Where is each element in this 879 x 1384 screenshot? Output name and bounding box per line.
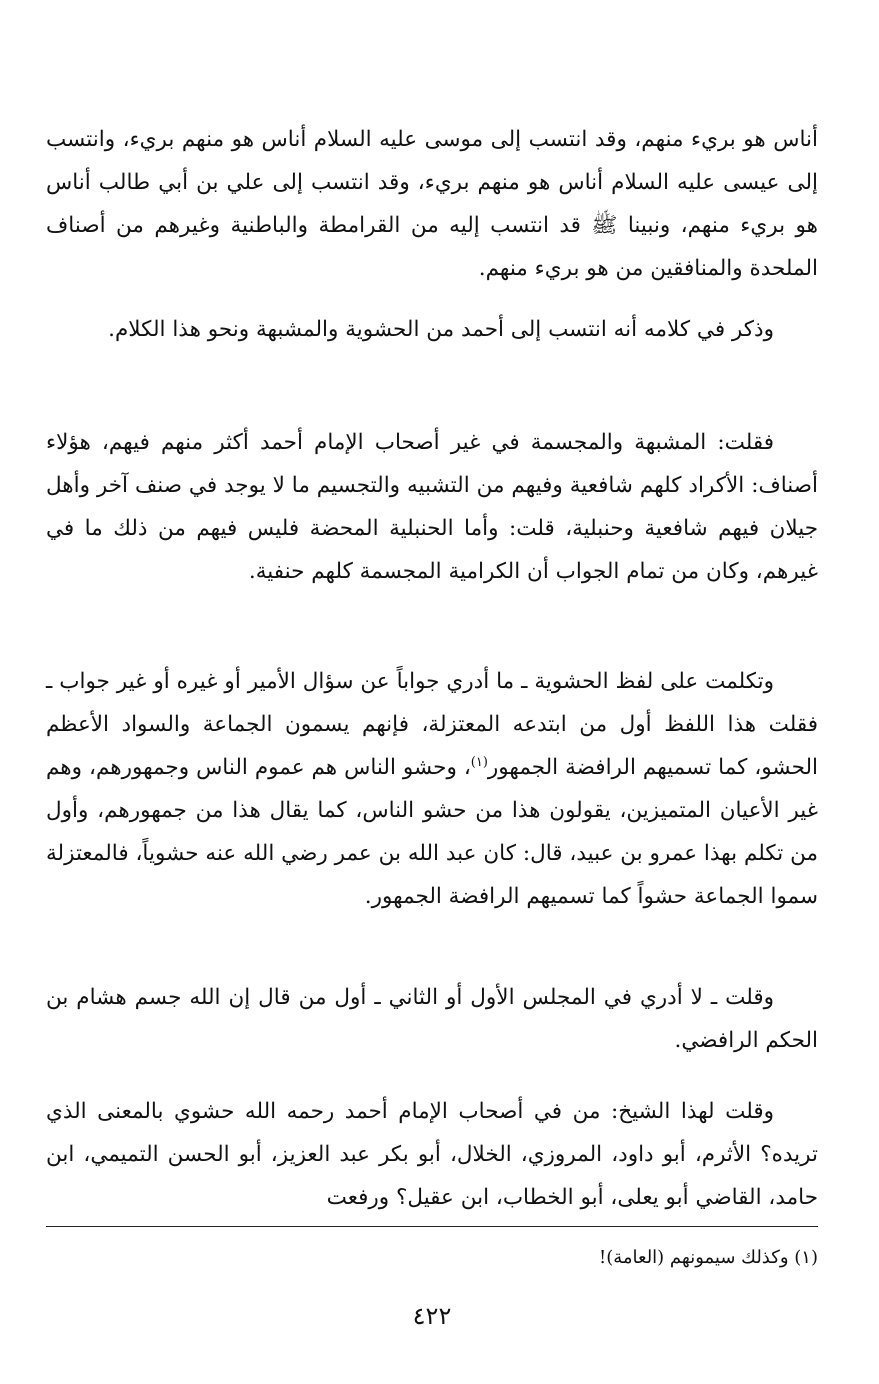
paragraph-4 <box>46 660 818 918</box>
paragraph-1-text: أناس هو بريء منهم، وقد انتسب إلى موسى عليه السلام أناس هو منهم بريء، وانتسب إلى عيسى عليه السلام أناس هو منهم بريء، وقد انتسب إلى علي بن أبي طالب أناس هو بريء منهم، ونبينا ﷺ قد انتسب إليه من القرامطة والباطنية وغيرهم من أصناف الملحدة والمنافقين من هو بريء منهم. <box>46 127 818 281</box>
paragraph-2 <box>46 308 818 351</box>
footnote <box>46 1243 818 1273</box>
footnote-separator <box>46 1226 818 1227</box>
paragraph-3 <box>46 421 818 593</box>
document-page <box>46 118 818 1348</box>
paragraph-5 <box>46 976 818 1062</box>
paragraph-6-text: وقلت لهذا الشيخ: من في أصحاب الإمام أحمد رحمه الله حشوي بالمعنى الذي تريده؟ الأثرم، أبو داود، المروزي، الخلال، أبو بكر عبد العزيز، أبو الحسن التميمي، ابن حامد، القاضي أبو يعلى، أبو الخطاب، ابن عقيل؟ ورفعت <box>46 1099 818 1210</box>
footnote-marker: (١) <box>794 1247 818 1268</box>
paragraph-4-text-before: وتكلمت على لفظ الحشوية ـ ما أدري جواباً عن سؤال الأمير أو غيره أو غير جواب ـ فقلت هذا اللفظ أول من ابتدعه المعتزلة، فإنهم يسمون الجماعة والسواد الأعظم الحشو، كما تسميهم الرافضة الجمهور <box>46 669 819 780</box>
paragraph-6 <box>46 1090 818 1219</box>
paragraph-3-text: فقلت: المشبهة والمجسمة في غير أصحاب الإمام أحمد أكثر منهم فيهم، هؤلاء أصناف: الأكراد كلهم شافعية وفيهم من التشبيه والتجسيم ما لا يوجد في صنف آخر وأهل جيلان فيهم شافعية وحنبلية، قلت: وأما الحنبلية المحضة فليس فيهم من ذلك ما في غيرهم، وكان من تمام الجواب أن الكرامية المجسمة كلهم حنفية. <box>46 430 818 584</box>
paragraph-2-text: وذكر في كلامه أنه انتسب إلى أحمد من الحشوية والمشبهة ونحو هذا الكلام. <box>108 317 774 342</box>
paragraph-5-text: وقلت ـ لا أدري في المجلس الأول أو الثاني ـ أول من قال إن الله جسم هشام بن الحكم الرافضي. <box>46 985 818 1053</box>
page-number: ٤٢٢ <box>412 1302 452 1330</box>
footnote-text: وكذلك سيمونهم (العامة)! <box>598 1247 789 1268</box>
paragraph-4-text-after: ، وحشو الناس هم عموم الناس وجمهورهم، وهم غير الأعيان المتميزين، يقولون هذا من حشو الناس، كما يقال هذا من جمهورهم، وأول من تكلم بهذا عمرو بن عبيد، قال: كان عبد الله بن عمر رضي الله عنه حشوياً، فالمعتزلة سموا الجماعة حشواً كما تسميهم الرافضة الجمهور. <box>46 755 818 909</box>
footnote-reference[interactable]: (١) <box>470 754 488 770</box>
paragraph-1 <box>46 118 818 290</box>
